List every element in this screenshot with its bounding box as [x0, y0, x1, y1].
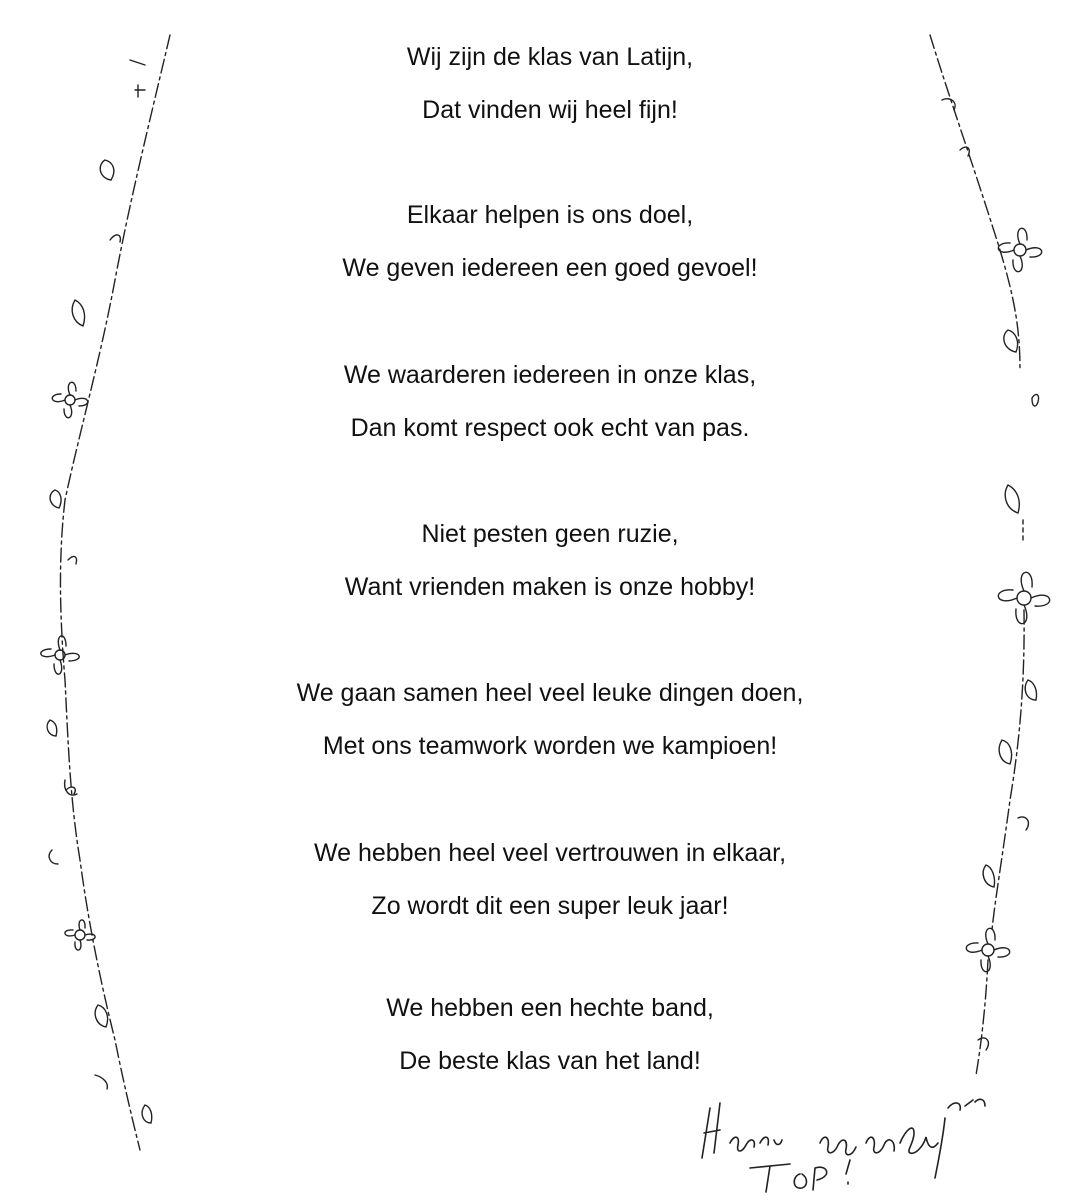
poem-line: We hebben een hechte band, — [386, 994, 714, 1022]
poem-line: Dan komt respect ook echt van pas. — [350, 414, 750, 442]
poem-line: Elkaar helpen is ons doel, — [406, 201, 694, 229]
poem-line: Niet pesten geen ruzie, — [421, 520, 679, 548]
poem-line: We gaan samen heel veel leuke dingen doen, — [296, 679, 804, 707]
poem-line: We hebben heel veel vertrouwen in elkaar, — [313, 839, 787, 867]
right-flower-vine-drawing — [920, 0, 1087, 1203]
poem-line: De beste klas van het land! — [399, 1047, 701, 1075]
left-flower-vine-drawing — [20, 0, 190, 1203]
poem-line: Met ons teamwork worden we kampioen! — [322, 732, 778, 760]
poem-line: Zo wordt dit een super leuk jaar! — [371, 892, 729, 920]
poem-line: We geven iedereen een goed gevoel! — [342, 254, 758, 282]
poem-line: Dat vinden wij heel fijn! — [422, 96, 678, 124]
poem-line: We waarderen iedereen in onze klas, — [343, 361, 757, 389]
poem-line: Wij zijn de klas van Latijn, — [406, 43, 694, 71]
poem-line: Want vrienden maken is onze hobby! — [344, 573, 756, 601]
handwritten-signature — [690, 1088, 1050, 1198]
